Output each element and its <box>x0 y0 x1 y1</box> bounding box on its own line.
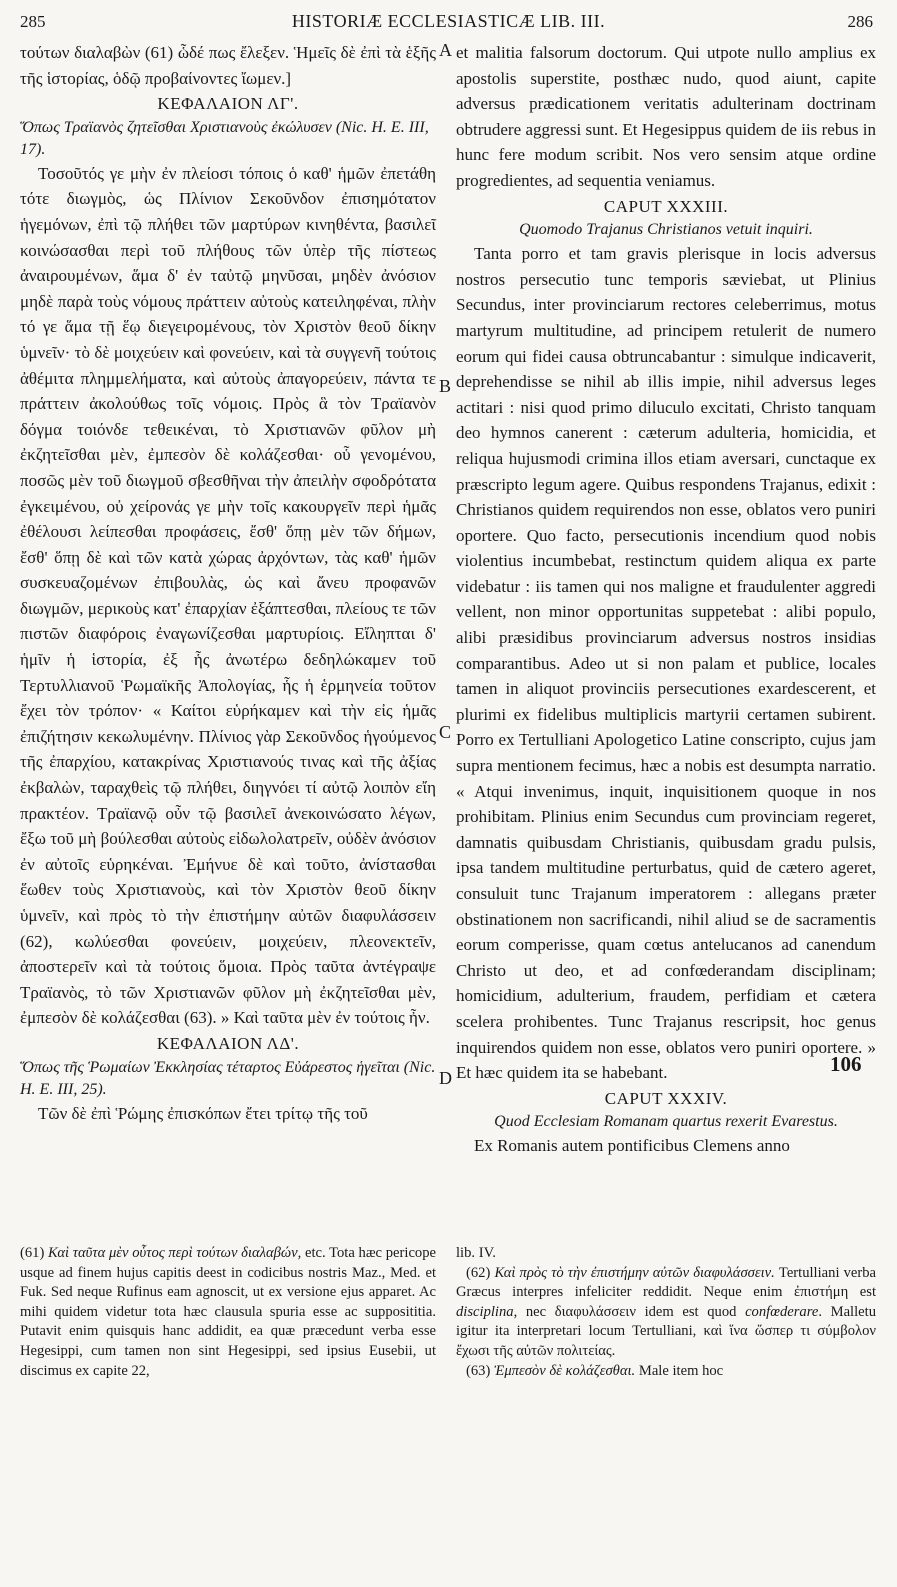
margin-letter-c: C <box>439 722 452 742</box>
latin-intro: et malitia falsorum doctorum. Qui utpote nullo amplius ex apostolis superstite, posthæc nudo, quod aiunt, capite adversus prædicationem veritatis adulterinam doctrinam obtrudere aggressi sunt. Et Hegesippus quidem de iis rebus in hunc fere modum scribit. Nos vero sensim atque ordine progredientes, ad sequentia veniamus. <box>456 43 876 190</box>
footnote-62-text-b: , nec διαφυλάσσειν idem est quod <box>513 1303 737 1320</box>
footnote-61-text: etc. Tota hæc pericope usque ad finem hujus capitis deest in codicibus nostris Maz., Med. et Fuk. Sed neque Rufinus eam agnoscit, ut ex versione ejus apparet. Ac mihi quidem videtur tota hæc clausula spuria esse ac supposititia. Putavit enim quisquis hanc addidit, ea quæ præcedunt verba esse Hegesippi, cum tamen non sint Hegesippi, sed ipsius Eusebii, ut discimus ex capite 22, <box>20 1245 436 1379</box>
footnote-62-lemma: Καὶ πρὸς τὸ τὴν ἐπιστήμην αὐτῶν διαφυλάσσειν. <box>494 1264 775 1281</box>
footnotes-right <box>456 1244 876 1381</box>
footnote-63-text: Male item hoc <box>638 1362 724 1379</box>
footnote-63 <box>456 1362 876 1382</box>
greek-chapter-33-subtitle: Ὅπως Τραϊανὸς ζητεῖσθαι Χριστιανοὺς ἐκώλυσεν (Nic. H. E. III, 17). <box>20 118 429 158</box>
latin-chapter-34-title: CAPUT XXXIV. <box>604 1088 728 1108</box>
folio-number: 106 <box>830 1052 862 1076</box>
footnote-61-label: (61) <box>20 1245 45 1261</box>
footnote-62-text-a: Tertulliani verba Græcus interpres infeliciter reddidit. Neque enim ἐπιστήμη est <box>456 1264 877 1301</box>
latin-chapter-33-text: Tanta porro et tam gravis plerisque in locis adversus nostros persecutio tunc temporis sæviebat, ut Plinius Secundus, inter provinciarum rectores celeberrimus, motus martyrum multitudine, ad principem retulerit de numero eorum qui fidei causa obtruncabantur : simulque indicaverit, deprehendisse se nihil ab illis impie, nihil adversus leges actitari : nisi quod primo diluculo excitati, Christo tanquam deo hymnos canerent : cæterum adulteria, homicidia, et reliqua hujusmodi crimina illos etiam aversari, cunctaque ex præscripto legum agere. Quibus respondens Trajanus, edixit : Christianos quidem requirendos non esse, oblatos vero puniri oportere. Quo facto, persecutionis incendium quod nobis violentius incumbebat, restinctum quidem aliqua ex parte videbatur : iis tamen qui nos maligne et fraudulenter aggredi vellent, non minor opportunitas suppetebat : alibi populo, alibi præsidibus provinciarum adversus nostros insidias comparantibus. Adeo ut si non palam et publice, locales tamen in aliquot provinciis persecutiones exardescerent, et plurimi ex fidelibus multiplicis martyrii certamen subirent. Porro ex Tertulliani Apologetico Latine conscripto, cujus jam supra mentionem fecimus, hæc a nobis est desumpta narratio. « Atqui invenimus, inquit, inquisitionem quoque in nos prohibitam. Plinius enim Secundus cum provinciam regeret, damnatis quibusdam Christianis, quibusdam gradu pulsis, ipsa tandem multitudine perturbatus, quid de cætero ageret, consuluit tunc Trajanum imperatorem : allegans præter obstinationem non sacrificandi, nihil aliud se de sacramentis eorum comperisse, quam cœtus antelucanos ad canendum Christo ut deo, et ad confœderandam disciplinam; homicidium, adulterium, fraudem, perfidiam et cætera scelera prohibentes. Tunc Trajanus rescripsit, hoc genus inquirendos quidem non esse, oblatos vero puniri oportere. » Et hæc quidem ita se habebant. <box>456 244 876 1083</box>
footnote-63-lemma: Ἐμπεσὸν δὲ κολάζεσθαι. <box>493 1362 636 1379</box>
page-number-right: 286 <box>847 12 873 31</box>
margin-letter-a: A <box>439 40 452 60</box>
footnote-62-emph-a: disciplina <box>456 1303 514 1320</box>
latin-chapter-33-title: CAPUT XXXIII. <box>603 196 729 216</box>
footnote-61-continuation: lib. IV. <box>456 1245 496 1261</box>
greek-column <box>20 40 436 1126</box>
greek-chapter-33-text: Τοσοῦτός γε μὴν ἐν πλείοσι τόποις ὁ καθ' ἡμῶν ἐπετάθη τότε διωγμὸς, ὡς Πλίνιον Σεκοῦνδον ἐπισημότατον ἡγεμόνων, ἐπὶ τῷ πλήθει τῶν μαρτύρων κινηθέντα, βασιλεῖ κοινώσασθαι περὶ τοῦ πλήθους τῶν ὑπὲρ τῆς πίστεως ἀναιρουμένων, ἅμα δ' ἐν ταὐτῷ μηνῦσαι, μηδὲν ἀνόσιον μηδὲ παρὰ τοὺς νόμους πράττειν αὐτοὺς κατειληφέναι, πλὴν τό γε ἅμα τῇ ἕῳ διεγειρομένους, τὸν Χριστὸν θεοῦ δίκην ὑμνεῖν· τὸ δὲ μοιχεύειν καὶ φονεύειν, καὶ τὰ συγγενῆ τούτοις ἀθέμιτα πλημμελήματα, καὶ αὐτοὺς ἀπαγορεύειν, πάντα τε πράττειν ἀκολούθως τοῖς νόμοις. Πρὸς ἃ τὸν Τραϊανὸν δόγμα τοιόνδε τεθεικέναι, τὸ Χριστιανῶν φῦλον μὴ ἐκζητεῖσθαι μὲν, ἐμπεσὸν δὲ κολάζεσθαι· οὗ γενομένου, ποσῶς μὲν τοῦ διωγμοῦ σβεσθῆναι τὴν ἀπειλὴν σφοδρότατα ἐγκειμένου, οὐ χείρονάς γε μὴν τοῖς κακουργεῖν περὶ ἡμᾶς ἐθέλουσι λείπεσθαι προφάσεις, ἔσθ' ὅπῃ μὲν τῶν δήμων, ἔσθ' ὅπῃ δὲ καὶ τῶν κατὰ χώρας ἀρχόντων, τὰς καθ' ἡμῶν συσκευαζομένων ἐπιβουλὰς, ὡς καὶ ἄνευ προφανῶν διωγμῶν, μερικοὺς κατ' ἐπαρχίαν ἐξάπτεσθαι, πλείους τε τῶν πιστῶν διαφόροις ἐναγωνίζεσθαι μαρτυρίοις. Εἴληπται δ' ἡμῖν ἡ ἱστορία, ἐξ ἧς ἀνωτέρω δεδηλώκαμεν τοῦ Τερτυλλιανοῦ Ῥωμαϊκῆς Ἀπολογίας, ἧς ἡ ἑρμηνεία τοῦτον ἔχει τὸν τρόπον· « Καίτοι εὑρήκαμεν καὶ τὴν εἰς ἡμᾶς ἐπιζήτησιν κεκωλυμένην. Πλίνιος γὰρ Σεκοῦνδος ἡγούμενος τῆς ἐπαρχίου, κατακρίνας Χριστιανούς τινας καὶ τῆς ἀξίας ἐκβαλὼν, ταραχθεὶς τῷ πλήθει, διηγνόει τί αὐτῷ λοιπὸν εἴη πρακτέον. Τραϊανῷ οὖν τῷ βασιλεῖ ἀνεκοινώσατο λέγων, ἔξω τοῦ μὴ βούλεσθαι αὐτοὺς εἰδωλολατρεῖν, οὐδὲν ἀνόσιον ἐν αὐτοῖς εὑρηκέναι. Ἐμήνυε δὲ καὶ τοῦτο, ἀνίστασθαι ἕωθεν τοὺς Χριστιανοὺς, καὶ τὸν Χριστὸν θεοῦ δίκην ὑμνεῖν, καὶ πρὸς τὸ τὴν ἐπιστήμην αὐτῶν διαφυλάσσειν (62), κωλύεσθαι φονεύειν, μοιχεύειν, πλεονεκτεῖν, ἀποστερεῖν καὶ τὰ τούτοις ὅμοια. Πρὸς ταῦτα ἀντέγραψε Τραϊανὸς, τὸ τῶν Χριστιανῶν φῦλον μὴ ἐκζητεῖσθαι μὲν, ἐμπεσὸν δὲ κολάζεσθαι (63). » Καὶ ταῦτα μὲν ἐν τούτοις ἦν. <box>20 163 436 1028</box>
footnote-62-label: (62) <box>466 1264 491 1281</box>
latin-column <box>456 40 876 1159</box>
footnote-62-emph-b: confœderare <box>745 1303 819 1320</box>
footnote-62 <box>456 1264 876 1362</box>
footnote-61 <box>20 1244 436 1381</box>
greek-chapter-34-text: Τῶν δὲ ἐπὶ Ῥώμης ἐπισκόπων ἔτει τρίτῳ τῆς τοῦ <box>38 1103 368 1123</box>
greek-chapter-33-title: ΚΕΦΑΛΑΙΟΝ ΛΓ'. <box>157 94 299 114</box>
latin-chapter-33-subtitle: Quomodo Trajanus Christianos vetuit inquiri. <box>519 221 813 239</box>
footnote-63-label: (63) <box>466 1362 491 1379</box>
margin-letter-b: B <box>439 376 452 396</box>
page-number-left: 285 <box>20 12 46 31</box>
greek-chapter-34-title: ΚΕΦΑΛΑΙΟΝ ΛΔ'. <box>156 1033 300 1053</box>
greek-chapter-34-subtitle: Ὅπως τῆς Ῥωμαίων Ἐκκλησίας τέταρτος Εὐάρεστος ἡγεῖται (Nic. H. E. III, 25). <box>20 1058 436 1098</box>
margin-letter-d: D <box>439 1068 452 1088</box>
latin-chapter-34-text: Ex Romanis autem pontificibus Clemens anno <box>474 1136 790 1156</box>
footnotes-left <box>20 1244 436 1381</box>
running-title: HISTORIÆ ECCLESIASTICÆ LIB. III. <box>291 11 606 31</box>
running-header <box>0 8 897 34</box>
latin-chapter-34-subtitle: Quod Ecclesiam Romanam quartus rexerit Evarestus. <box>494 1113 838 1131</box>
greek-intro: τούτων διαλαβὼν (61) ὧδέ πως ἔλεξεν. Ἡμεῖς δὲ ἐπὶ τὰ ἑξῆς τῆς ἱστορίας, ὁδῷ προβαίνοντες ἴωμεν.] <box>20 43 436 88</box>
footnote-62-text-c: . Malletu igitur ita interpretari locum Tertulliani, καὶ ἵνα ὥσπερ τι σύμβολον ἔχωσι τῆς αὐτῶν πολιτείας. <box>456 1303 876 1359</box>
footnote-61-lemma: Καὶ ταῦτα μὲν οὗτος περὶ τούτων διαλαβών, <box>48 1245 302 1261</box>
